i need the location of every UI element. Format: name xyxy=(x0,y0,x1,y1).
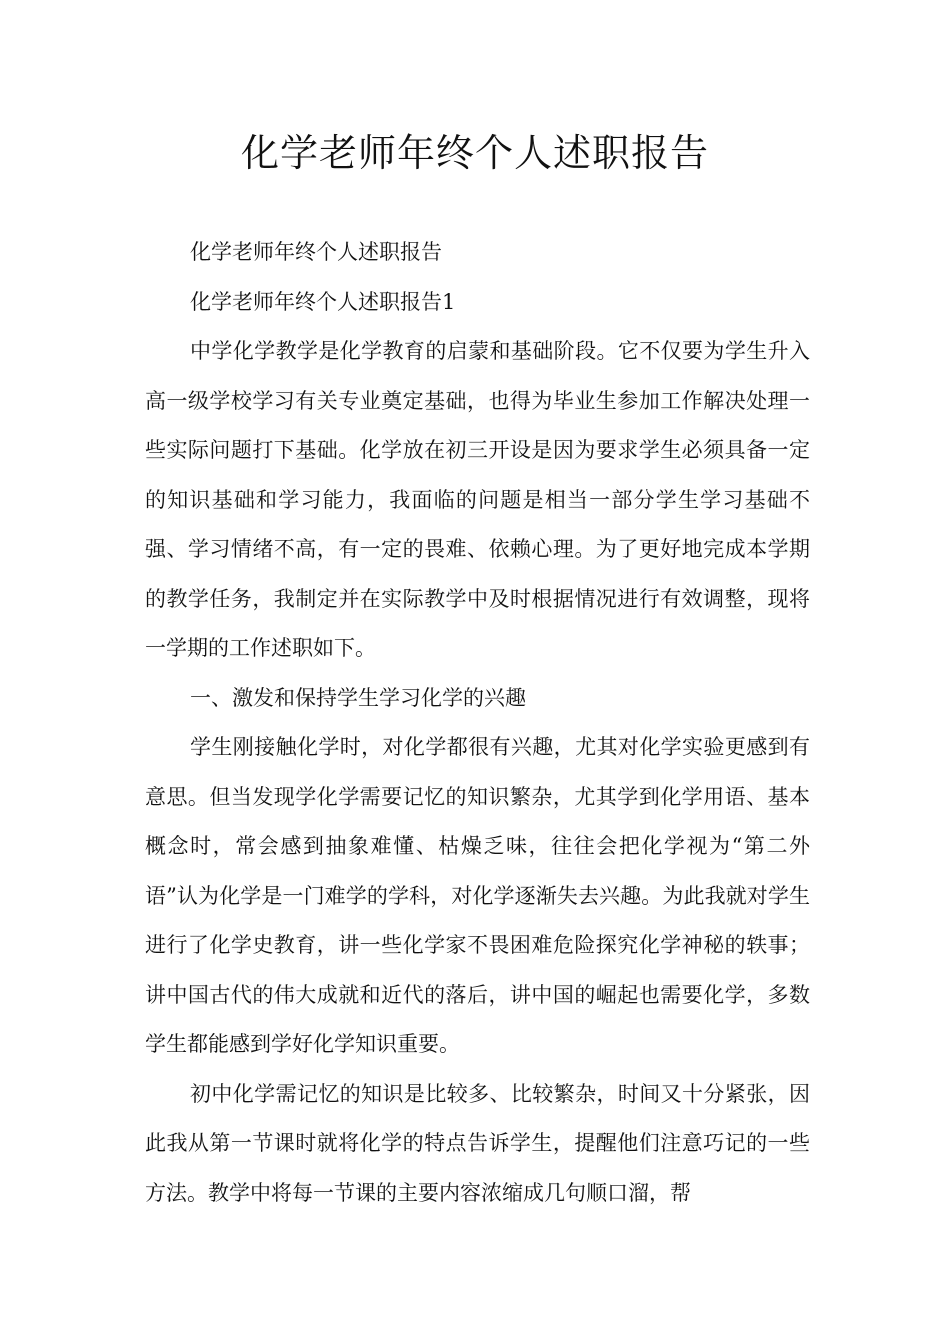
paragraph-memory-methods: 初中化学需记忆的知识是比较多、比较繁杂，时间又十分紧张，因此我从第一节课时就将化学的特点告诉学生，提醒他们注意巧记的一些方法。教学中将每一节课的主要内容浓缩成几句顺口溜，帮 xyxy=(145,1081,810,1205)
paragraph-section-heading: 化学老师年终个人述职报告1 xyxy=(190,289,456,314)
paragraph-subtitle: 化学老师年终个人述职报告 xyxy=(190,240,442,264)
document-title: 化学老师年终个人述职报告 xyxy=(240,131,709,175)
paragraph-intro: 中学化学教学是化学教育的启蒙和基础阶段。它不仅要为学生升入高一级学校学习有关专业奠定基础，也得为毕业生参加工作解决处理一些实际问题打下基础。化学放在初三开设是因为要求学生必须具备一定的知识基础和学习能力，我面临的问题是相当一部分学生学习基础不强、学习情绪不高，有一定的畏难、依赖心理。为了更好地完成本学期的教学任务，我制定并在实际教学中及时根据情况进行有效调整，现将一学期的工作述职如下。 xyxy=(145,339,810,660)
paragraph-interest: 学生刚接触化学时，对化学都很有兴趣，尤其对化学实验更感到有意思。但当发现学化学需要记忆的知识繁杂，尤其学到化学用语、基本概念时，常会感到抽象难懂、枯燥乏味，往往会把化学视为“第二外语”认为化学是一门难学的学科，对化学逐渐失去兴趣。为此我就对学生进行了化学史教育，讲一些化学家不畏困难危险探究化学神秘的轶事；讲中国古代的伟大成就和近代的落后，讲中国的崛起也需要化学，多数学生都能感到学好化学知识重要。 xyxy=(145,735,810,1056)
document-body xyxy=(145,228,810,1218)
paragraph-heading-interest: 一、激发和保持学生学习化学的兴趣 xyxy=(190,685,526,710)
